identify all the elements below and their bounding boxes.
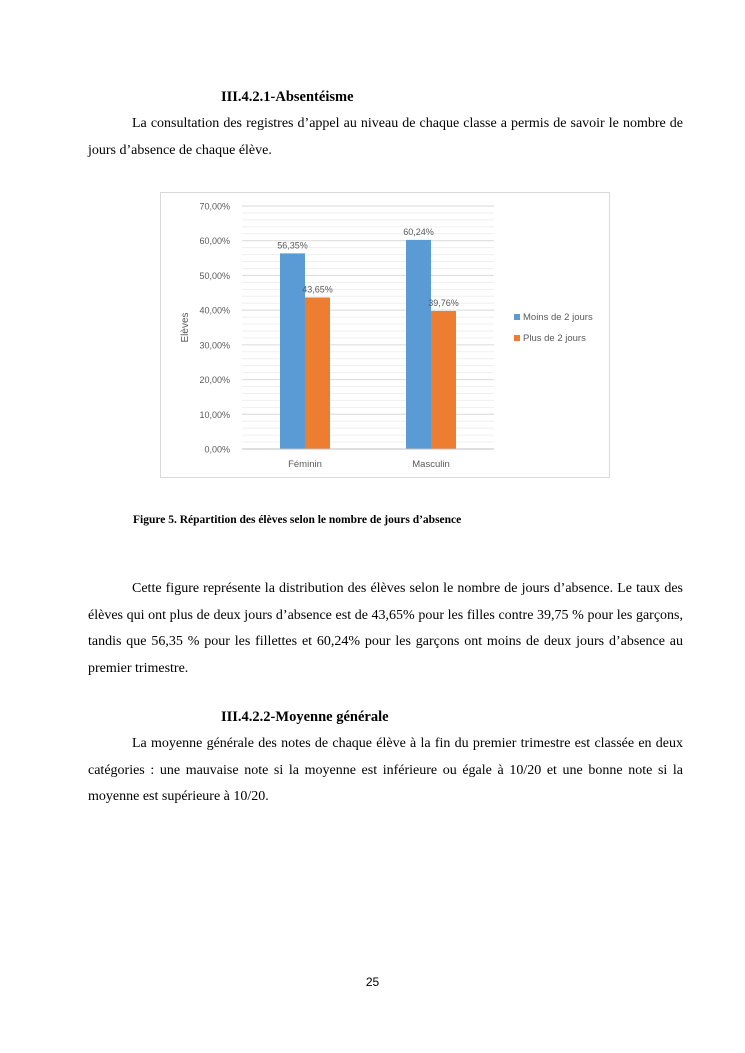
legend-swatch <box>514 314 520 320</box>
x-tick-label: Masculin <box>412 459 450 470</box>
data-label: 60,24% <box>403 226 434 237</box>
y-tick-label: 0,00% <box>204 444 230 455</box>
paragraph-intro: La consultation des registres d’appel au niveau de chaque classe a permis de savoir le nombre de jours d’absence de chaque élève. <box>88 116 683 158</box>
bar-plus-2-jours <box>431 311 456 449</box>
data-label: 43,65% <box>302 284 333 295</box>
section-title-absenteisme: III.4.2.1-Absentéisme <box>221 89 354 105</box>
bar-plus-2-jours <box>305 297 330 449</box>
data-label: 39,76% <box>428 297 459 308</box>
legend-entry: Moins de 2 jours <box>523 312 593 323</box>
paragraph-moyenne: La moyenne générale des notes de chaque élève à la fin du premier trimestre est classée en deux catégories : une mauvaise note si la moyenne est inférieure ou égale à 10/20 et une bonne note si la moyenne est supérieure à 10/20. <box>88 736 683 804</box>
x-tick-label: Féminin <box>288 459 322 470</box>
y-tick-label: 30,00% <box>199 340 230 351</box>
y-axis-title: Elèves <box>180 312 191 343</box>
chart-canvas <box>161 193 609 477</box>
data-label: 56,35% <box>277 240 308 251</box>
y-tick-label: 10,00% <box>199 409 230 420</box>
page-number: 25 <box>365 975 380 989</box>
y-tick-label: 60,00% <box>199 236 230 247</box>
figure-caption: Figure 5. Répartition des élèves selon le nombre de jours d’absence <box>133 514 462 526</box>
y-tick-label: 70,00% <box>199 201 230 212</box>
bar-chart <box>160 192 610 478</box>
bar-moins-2-jours <box>280 253 305 449</box>
legend-entry: Plus de 2 jours <box>523 333 586 344</box>
y-tick-label: 50,00% <box>199 270 230 281</box>
paragraph-analysis: Cette figure représente la distribution des élèves selon le nombre de jours d’absence. Le taux des élèves qui ont plus de deux jours d’absence est de 43,65% pour les filles contre 39,75 % pour les garçons, tandis que 56,35 % pour les fillettes et 60,24% pour les garçons ont moins de deux jours d’absence au premier trimestre. <box>88 581 683 676</box>
y-tick-label: 40,00% <box>199 305 230 316</box>
bar-moins-2-jours <box>406 240 431 449</box>
y-tick-label: 20,00% <box>199 375 230 386</box>
section-title-moyenne: III.4.2.2-Moyenne générale <box>221 709 389 725</box>
legend-swatch <box>514 335 520 341</box>
